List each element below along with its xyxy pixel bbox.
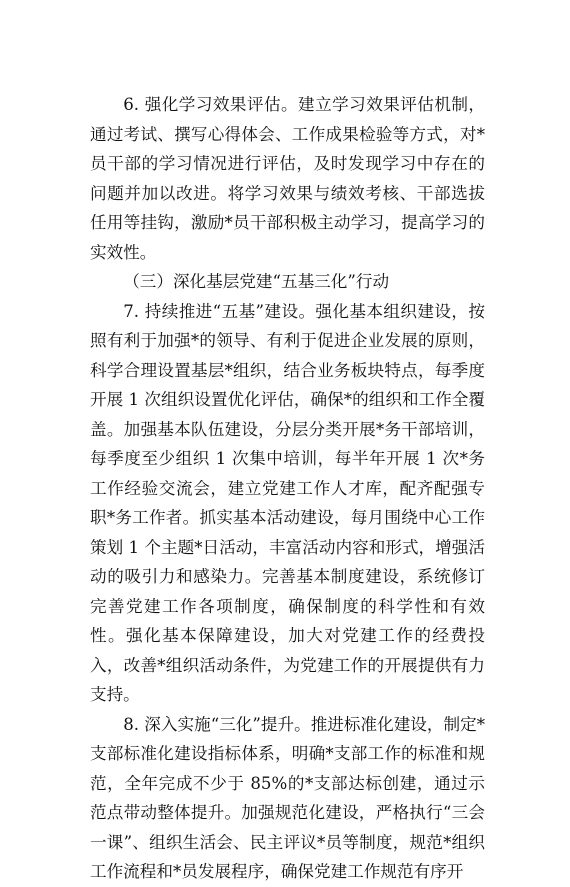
- paragraph-6-learning-assessment: 6. 强化学习效果评估。建立学习效果评估机制，通过考试、撰写心得体会、工作成果检验等方式，对*员干部的学习情况进行评估，及时发现学习中存在的问题并加以改进。将学习效果与绩效考核、干部选拔任用等挂钩，激励*员干部积极主动学习，提高学习的实效性。: [90, 95, 485, 262]
- section-heading-3: （三）深化基层党建“五基三化”行动: [123, 272, 390, 291]
- document-body: [90, 90, 485, 887]
- paragraph-7-five-basics: 7. 持续推进“五基”建设。强化基本组织建设，按照有利于加强*的领导、有利于促进企业发展的原则，科学合理设置基层*组织，结合业务板块特点，每季度开展 1 次组织设置优化评估，确保*的组织和工作全覆盖。加强基本队伍建设，分层分类开展*务干部培训，每季度至少组织 1 次集中培训，每半年开展 1 次*务工作经验交流会，建立党建工作人才库，配齐配强专职*务工作者。抓实基本活动建设，每月围绕中心工作策划 1 个主题*日活动，丰富活动内容和形式，增强活动的吸引力和感染力。完善基本制度建设，系统修订完善党建工作各项制度，确保制度的科学性和有效性。强化基本保障建设，加大对党建工作的经费投入，改善*组织活动条件，为党建工作的开展提供有力支持。: [90, 301, 485, 704]
- paragraph-8-three-improvements: 8. 深入实施“三化”提升。推进标准化建设，制定*支部标准化建设指标体系，明确*支部工作的标准和规范，全年完成不少于 85%的*支部达标创建，通过示范点带动整体提升。加强规范化建设，严格执行“三会一课”、组织生活会、民主评议*员等制度，规范*组织工作流程和*员发展程序，确保党建工作规范有序开: [90, 714, 485, 881]
